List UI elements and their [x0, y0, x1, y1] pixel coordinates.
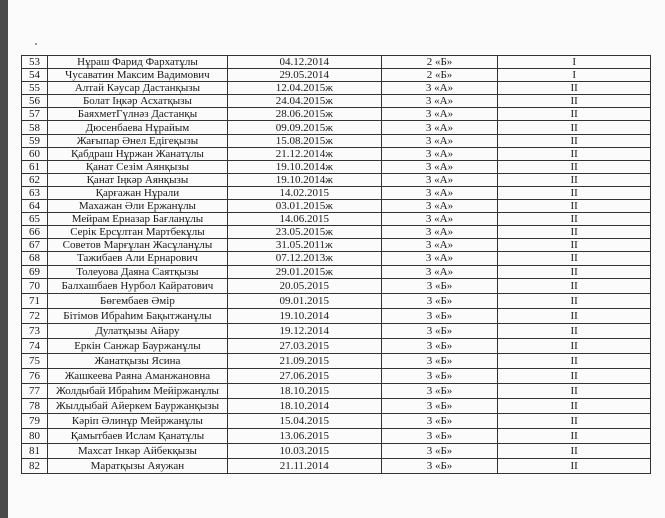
row-number-cell: 76: [22, 368, 48, 383]
table-row: [22, 265, 651, 278]
birth-date-cell: 07.12.2013ж: [227, 252, 381, 265]
class-cell: 3 «Б»: [381, 383, 498, 398]
level-cell: II: [498, 95, 651, 108]
student-name-cell: БаяхметГүлнәз Дастанқы: [47, 108, 227, 121]
row-number-cell: 59: [22, 134, 48, 147]
table-row: [22, 147, 651, 160]
birth-date-cell: 09.01.2015: [227, 293, 381, 308]
class-cell: 3 «А»: [381, 252, 498, 265]
level-cell: II: [498, 368, 651, 383]
level-cell: II: [498, 108, 651, 121]
level-cell: II: [498, 308, 651, 323]
student-name-cell: Кәріп Әлинұр Мейржанұлы: [47, 413, 227, 428]
class-cell: 3 «Б»: [381, 308, 498, 323]
class-cell: 3 «Б»: [381, 413, 498, 428]
table-row: [22, 383, 651, 398]
birth-date-cell: 21.09.2015: [227, 353, 381, 368]
table-row: [22, 443, 651, 458]
level-cell: II: [498, 213, 651, 226]
student-name-cell: Қабдраш Нұржан Жанатұлы: [47, 147, 227, 160]
birth-date-cell: 10.03.2015: [227, 443, 381, 458]
student-name-cell: Алтай Кәусар Дастанқызы: [47, 82, 227, 95]
row-number-cell: 55: [22, 82, 48, 95]
row-number-cell: 60: [22, 147, 48, 160]
student-name-cell: Толеуова Даяна Саятқызы: [47, 265, 227, 278]
class-cell: 3 «А»: [381, 173, 498, 186]
class-cell: 3 «А»: [381, 200, 498, 213]
row-number-cell: 77: [22, 383, 48, 398]
row-number-cell: 71: [22, 293, 48, 308]
class-cell: 3 «Б»: [381, 323, 498, 338]
class-cell: 3 «А»: [381, 226, 498, 239]
birth-date-cell: 21.11.2014: [227, 458, 381, 473]
class-cell: 3 «А»: [381, 82, 498, 95]
student-name-cell: Чусаватин Максим Вадимович: [47, 69, 227, 82]
level-cell: II: [498, 186, 651, 199]
row-number-cell: 53: [22, 56, 48, 69]
level-cell: II: [498, 323, 651, 338]
class-cell: 3 «А»: [381, 108, 498, 121]
level-cell: II: [498, 265, 651, 278]
class-cell: 3 «А»: [381, 239, 498, 252]
table-row: [22, 308, 651, 323]
table-row: [22, 95, 651, 108]
class-cell: 3 «А»: [381, 160, 498, 173]
level-cell: II: [498, 200, 651, 213]
level-cell: I: [498, 56, 651, 69]
birth-date-cell: 15.08.2015ж: [227, 134, 381, 147]
row-number-cell: 70: [22, 278, 48, 293]
birth-date-cell: 23.05.2015ж: [227, 226, 381, 239]
table-row: [22, 213, 651, 226]
class-cell: 3 «Б»: [381, 293, 498, 308]
student-name-cell: Махажан Әли Ержанұлы: [47, 200, 227, 213]
student-name-cell: Жылдыбай Айеркем Бауржанқызы: [47, 398, 227, 413]
birth-date-cell: 15.04.2015: [227, 413, 381, 428]
class-cell: 3 «Б»: [381, 278, 498, 293]
student-name-cell: Еркін Санжар Бауржанұлы: [47, 338, 227, 353]
level-cell: II: [498, 226, 651, 239]
class-cell: 2 «Б»: [381, 69, 498, 82]
student-name-cell: Дюсенбаева Нұрайым: [47, 121, 227, 134]
student-name-cell: Мaратқызы Аяужан: [47, 458, 227, 473]
student-name-cell: Жағыпар Әнел Едігеқызы: [47, 134, 227, 147]
table-row: [22, 121, 651, 134]
birth-date-cell: 27.03.2015: [227, 338, 381, 353]
table-row: [22, 338, 651, 353]
level-cell: II: [498, 338, 651, 353]
row-number-cell: 79: [22, 413, 48, 428]
level-cell: II: [498, 160, 651, 173]
birth-date-cell: 19.10.2014ж: [227, 160, 381, 173]
student-name-cell: Советов Марғұлан Жасұланұлы: [47, 239, 227, 252]
table-row: [22, 278, 651, 293]
class-cell: 3 «А»: [381, 213, 498, 226]
table-row: [22, 160, 651, 173]
table-row: [22, 353, 651, 368]
table-row: [22, 293, 651, 308]
table-row: [22, 323, 651, 338]
table-row: [22, 173, 651, 186]
student-name-cell: Мейрам Ерназар Бағланұлы: [47, 213, 227, 226]
row-number-cell: 67: [22, 239, 48, 252]
birth-date-cell: 27.06.2015: [227, 368, 381, 383]
student-roster-table: [21, 55, 651, 474]
birth-date-cell: 12.04.2015ж: [227, 82, 381, 95]
table-row: [22, 134, 651, 147]
table-row: [22, 82, 651, 95]
row-number-cell: 75: [22, 353, 48, 368]
table-row: [22, 226, 651, 239]
roster-body: [22, 56, 651, 474]
level-cell: II: [498, 398, 651, 413]
row-number-cell: 58: [22, 121, 48, 134]
student-name-cell: Қанат Іңкәр Аянқызы: [47, 173, 227, 186]
table-row: [22, 108, 651, 121]
student-name-cell: Қамытбаев Ислам Қанатұлы: [47, 428, 227, 443]
table-row: [22, 200, 651, 213]
birth-date-cell: 14.06.2015: [227, 213, 381, 226]
student-name-cell: Бітімов Ибраһим Бақытжанұлы: [47, 308, 227, 323]
table-row: [22, 69, 651, 82]
class-cell: 3 «А»: [381, 95, 498, 108]
birth-date-cell: 19.10.2014: [227, 308, 381, 323]
class-cell: 3 «Б»: [381, 353, 498, 368]
row-number-cell: 56: [22, 95, 48, 108]
class-cell: 3 «А»: [381, 147, 498, 160]
student-name-cell: Серік Ерсұлтан Мартбекұлы: [47, 226, 227, 239]
birth-date-cell: 19.10.2014ж: [227, 173, 381, 186]
row-number-cell: 80: [22, 428, 48, 443]
birth-date-cell: 18.10.2015: [227, 383, 381, 398]
birth-date-cell: 28.06.2015ж: [227, 108, 381, 121]
row-number-cell: 57: [22, 108, 48, 121]
birth-date-cell: 19.12.2014: [227, 323, 381, 338]
student-name-cell: Бөгембаев Әмір: [47, 293, 227, 308]
student-name-cell: Балхашбаев Нурбол Кайратович: [47, 278, 227, 293]
student-name-cell: Жанатқызы Ясина: [47, 353, 227, 368]
row-number-cell: 73: [22, 323, 48, 338]
student-name-cell: Махсат Інкәр Айбекқызы: [47, 443, 227, 458]
student-name-cell: Болат Іңкәр Асхатқызы: [47, 95, 227, 108]
row-number-cell: 68: [22, 252, 48, 265]
level-cell: II: [498, 278, 651, 293]
row-number-cell: 66: [22, 226, 48, 239]
class-cell: 3 «Б»: [381, 398, 498, 413]
class-cell: 2 «Б»: [381, 56, 498, 69]
birth-date-cell: 18.10.2014: [227, 398, 381, 413]
row-number-cell: 62: [22, 173, 48, 186]
birth-date-cell: 09.09.2015ж: [227, 121, 381, 134]
level-cell: II: [498, 82, 651, 95]
student-name-cell: Нұраш Фарид Фархатұлы: [47, 56, 227, 69]
class-cell: 3 «А»: [381, 121, 498, 134]
table-row: [22, 56, 651, 69]
row-number-cell: 64: [22, 200, 48, 213]
level-cell: II: [498, 134, 651, 147]
table-row: [22, 398, 651, 413]
birth-date-cell: 21.12.2014ж: [227, 147, 381, 160]
student-name-cell: Жолдыбай Ибраһим Мейіржанұлы: [47, 383, 227, 398]
birth-date-cell: 03.01.2015ж: [227, 200, 381, 213]
row-number-cell: 54: [22, 69, 48, 82]
level-cell: II: [498, 173, 651, 186]
level-cell: II: [498, 121, 651, 134]
level-cell: I: [498, 69, 651, 82]
level-cell: II: [498, 428, 651, 443]
row-number-cell: 65: [22, 213, 48, 226]
table-row: [22, 186, 651, 199]
class-cell: 3 «Б»: [381, 443, 498, 458]
table-row: [22, 252, 651, 265]
birth-date-cell: 04.12.2014: [227, 56, 381, 69]
table-row: [22, 239, 651, 252]
student-name-cell: Қарғажан Нұрали: [47, 186, 227, 199]
level-cell: II: [498, 252, 651, 265]
student-name-cell: Жашкеева Раяна Аманжановна: [47, 368, 227, 383]
table-row: [22, 413, 651, 428]
row-number-cell: 74: [22, 338, 48, 353]
level-cell: II: [498, 413, 651, 428]
student-name-cell: Тажибаев Али Ернарович: [47, 252, 227, 265]
row-number-cell: 78: [22, 398, 48, 413]
table-row: [22, 458, 651, 473]
scan-speck: [35, 43, 37, 45]
class-cell: 3 «Б»: [381, 338, 498, 353]
level-cell: II: [498, 293, 651, 308]
class-cell: 3 «Б»: [381, 368, 498, 383]
row-number-cell: 81: [22, 443, 48, 458]
row-number-cell: 82: [22, 458, 48, 473]
birth-date-cell: 14.02.2015: [227, 186, 381, 199]
row-number-cell: 72: [22, 308, 48, 323]
student-name-cell: Дулатқызы Айару: [47, 323, 227, 338]
level-cell: II: [498, 239, 651, 252]
class-cell: 3 «А»: [381, 186, 498, 199]
class-cell: 3 «Б»: [381, 458, 498, 473]
row-number-cell: 61: [22, 160, 48, 173]
level-cell: II: [498, 443, 651, 458]
birth-date-cell: 29.01.2015ж: [227, 265, 381, 278]
level-cell: II: [498, 353, 651, 368]
class-cell: 3 «Б»: [381, 428, 498, 443]
birth-date-cell: 24.04.2015ж: [227, 95, 381, 108]
birth-date-cell: 13.06.2015: [227, 428, 381, 443]
birth-date-cell: 29.05.2014: [227, 69, 381, 82]
student-name-cell: Қанат Сезім Аянқызы: [47, 160, 227, 173]
scan-left-edge: [0, 0, 8, 518]
class-cell: 3 «А»: [381, 265, 498, 278]
level-cell: II: [498, 458, 651, 473]
birth-date-cell: 20.05.2015: [227, 278, 381, 293]
row-number-cell: 69: [22, 265, 48, 278]
level-cell: II: [498, 147, 651, 160]
row-number-cell: 63: [22, 186, 48, 199]
level-cell: II: [498, 383, 651, 398]
class-cell: 3 «А»: [381, 134, 498, 147]
birth-date-cell: 31.05.2011ж: [227, 239, 381, 252]
table-row: [22, 368, 651, 383]
table-row: [22, 428, 651, 443]
